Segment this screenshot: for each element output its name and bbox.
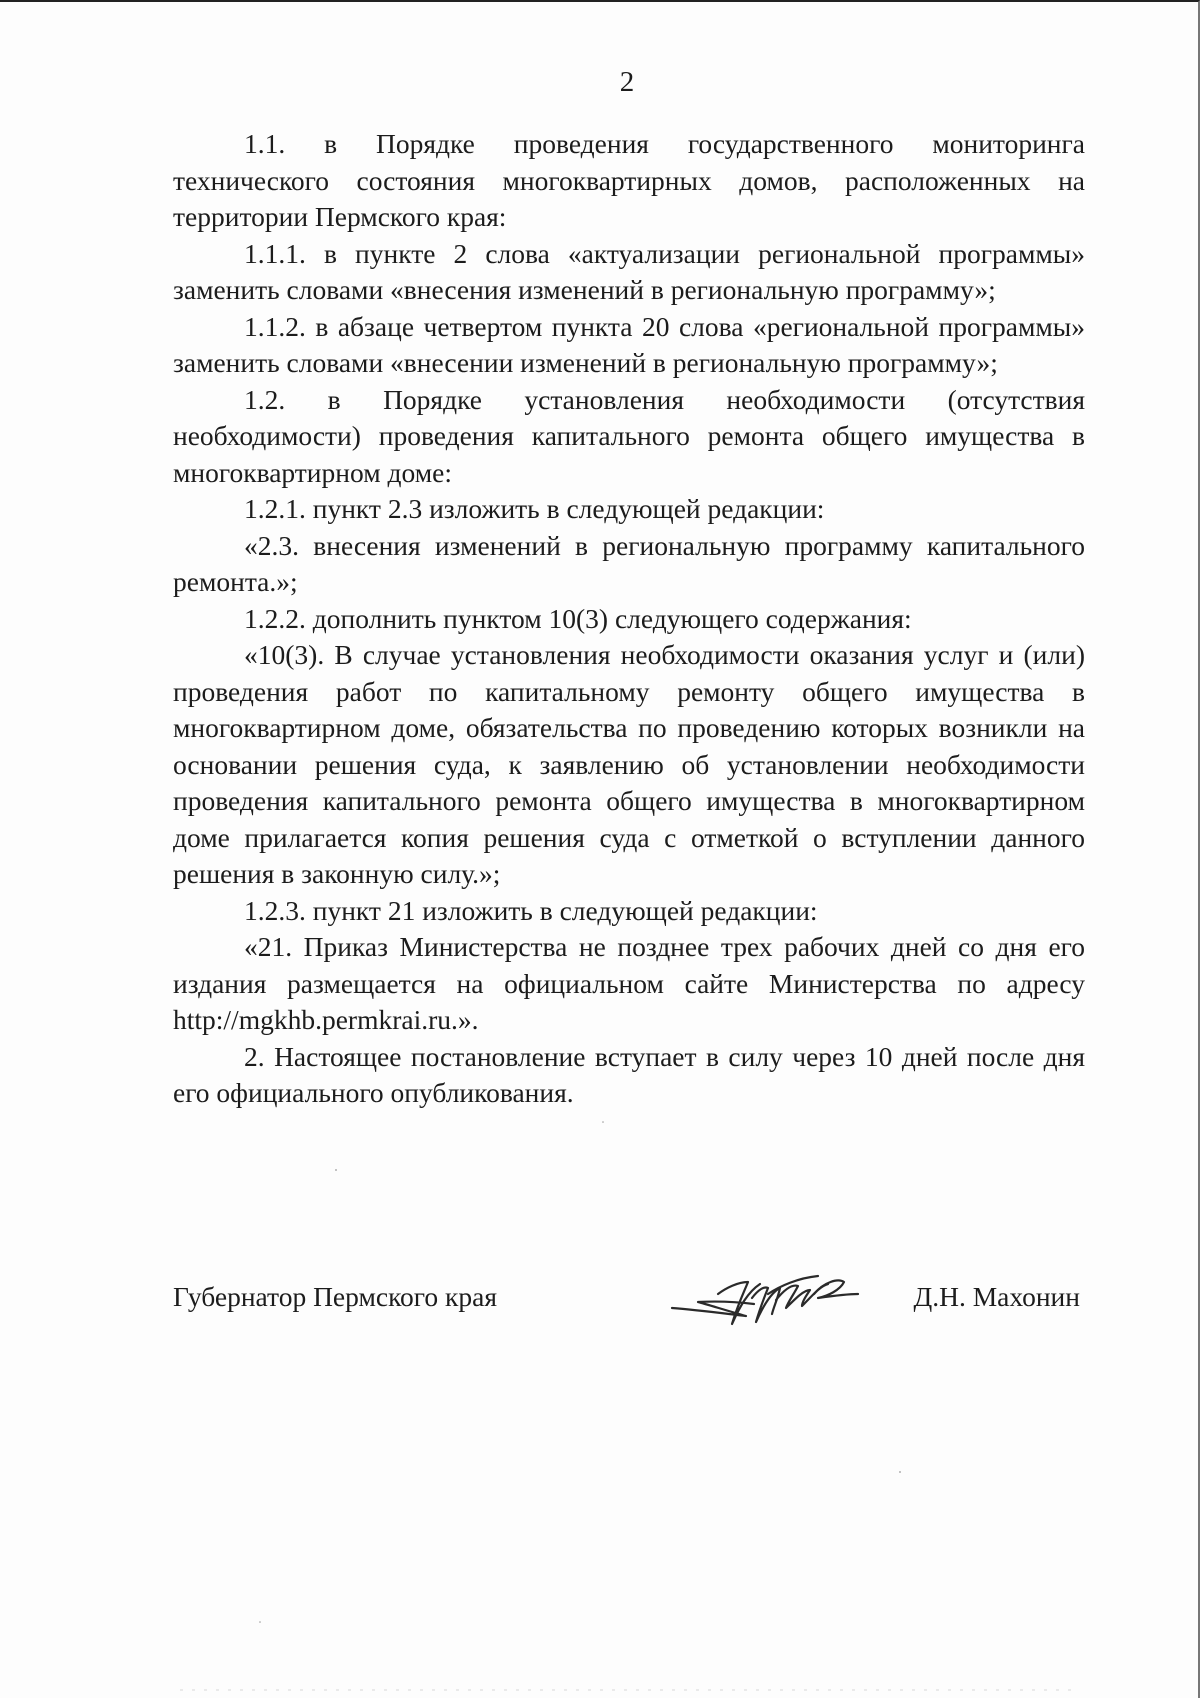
paragraph-21-quote: «21. Приказ Министерства не позднее трех рабочих дней со дня его издания размещается на официальном сайте Министерства по адресу http://mgkhb.permkrai.ru.». [173,931,1085,1035]
paragraph-2: 2. Настоящее постановление вступает в силу через 10 дней после дня его официального опубликования. [173,1040,1085,1108]
signatory-title: Губернатор Пермского края [173,1281,497,1312]
paragraph-1-2-3: 1.2.3. пункт 21 изложить в следующей редакции: [244,894,818,926]
page-number: 2 [619,66,635,98]
document-body [173,126,1085,1112]
paragraph-2-3-quote: «2.3. внесения изменений в региональную программу капитального ремонта.»; [173,529,1085,597]
paragraph-1-2-2: 1.2.2. дополнить пунктом 10(3) следующего содержания: [244,602,912,634]
paragraph-1-2: 1.2. в Порядке установления необходимости (отсутствия необходимости) проведения капитального ремонта общего имущества в многоквартирном доме: [173,383,1085,488]
signatory-name: Д.Н. Махонин [913,1281,1080,1312]
paragraph-1-2-1: 1.2.1. пункт 2.3 изложить в следующей редакции: [244,493,825,524]
paragraph-10-3-quote: «10(3). В случае установления необходимости оказания услуг и (или) проведения работ по капитальному ремонту общего имущества в многоквартирном доме, обязательства по проведению которых возникли на основании решения суда, к заявлению об установлении необходимости проведения капитального ремонта общего имущества в многоквартирном доме прилагается копия решения суда с отметкой о вступлении данного решения в законную силу.»; [173,639,1085,889]
paragraph-1-1-2: 1.1.2. в абзаце четвертом пункта 20 слова «региональной программы» заменить словами «внесении изменений в региональную программу»; [173,310,1085,378]
paragraph-1-1-1: 1.1.1. в пункте 2 слова «актуализации региональной программы» заменить словами «внесения изменений в региональную программу»; [173,237,1085,305]
paragraph-1-1: 1.1. в Порядке проведения государственного мониторинга технического состояния многоквартирных домов, расположенных на территории Пермского края: [173,128,1085,232]
handwritten-signature [668,1264,868,1334]
